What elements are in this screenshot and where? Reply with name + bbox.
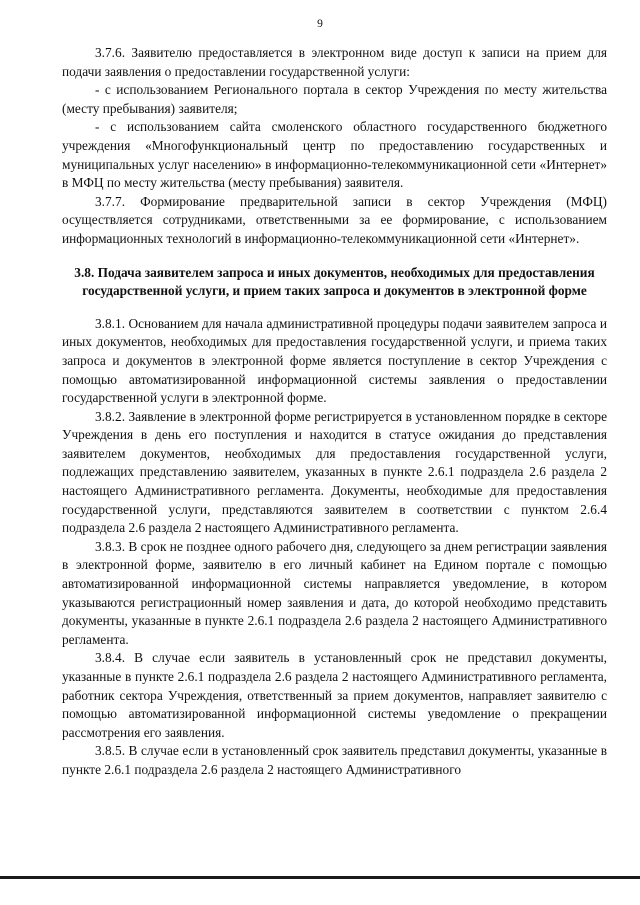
list-item-mfc-site: - с использованием сайта смоленского областного государственного бюджетного учреждения «Многофункциональный центр по предоставлению государственных и муниципальных услуг населению» в информационно-телекоммуникационной сети «Интернет» в МФЦ по месту жительства (месту пребывания) заявителя.: [62, 119, 607, 191]
bottom-scan-border: [0, 876, 640, 879]
paragraph-3-8-1: 3.8.1. Основанием для начала административной процедуры подачи заявителем запроса и иных документов, необходимых для предоставления государственной услуги, и приема таких запроса и документов в электронной форме является поступление в сектор Учреждения с помощью автоматизированной информационной системы заявления о предоставлении государственной услуги в электронной форме.: [62, 315, 607, 406]
paragraph-3-8-4: 3.8.4. В случае если заявитель в установленный срок не представил документы, указанные в пункте 2.6.1 подраздела 2.6 раздела 2 настоящего Административного регламента, работник сектора Учреждения, ответственный за прием документов, направляет заявителю с помощью автоматизированной информационной системы уведомление о прекращении рассмотрения его заявления.: [62, 650, 607, 740]
paragraph-3-8-5: 3.8.5. В случае если в установленный срок заявитель представил документы, указанные в пункте 2.6.1 подраздела 2.6 раздела 2 настоящего Административного: [62, 743, 607, 777]
document-body: [62, 44, 607, 780]
list-item-regional-portal: - с использованием Регионального портала в сектор Учреждения по месту жительства (месту пребывания) заявителя;: [62, 82, 607, 116]
paragraph-3-7-7: 3.7.7. Формирование предварительной записи в сектор Учреждения (МФЦ) осуществляется сотрудниками, ответственными за ее формирование, с использованием информационных технологий в информационно-телекоммуникационной сети «Интернет».: [62, 193, 607, 246]
paragraph-3-8-3: 3.8.3. В срок не позднее одного рабочего дня, следующего за днем регистрации заявления в электронной форме, заявителю в его личный кабинет на Едином портале с помощью автоматизированной информационной системы направляется уведомление, в котором указываются регистрационный номер заявления и дата, до которой необходимо представить документы, указанные в пункте 2.6.1 подраздела 2.6 раздела 2 настоящего Административного регламента.: [62, 538, 607, 647]
paragraph-3-7-6: 3.7.6. Заявителю предоставляется в электронном виде доступ к записи на прием для подачи заявления о предоставлении государственной услуги:: [62, 45, 607, 79]
page-number: 9: [317, 18, 323, 30]
section-heading-3-8: 3.8. Подача заявителем запроса и иных документов, необходимых для предоставления государственной услуги, и прием таких запроса и документов в электронной форме: [74, 264, 595, 299]
paragraph-3-8-2: 3.8.2. Заявление в электронной форме регистрируется в установленном порядке в секторе Учреждения в день его поступления и находится в статусе ожидания до представления заявителем документов, необходимых для предоставления государственной услуги, подлежащих представлению заявителем, указанных в пункте 2.6.1 подраздела 2.6 раздела 2 настоящего Административного регламента. Документы, необходимые для предоставления государственной услуги, представляются заявителем в соответствии с пунктом 2.6.4 подраздела 2.6 раздела 2 настоящего Административного регламента.: [62, 408, 607, 536]
